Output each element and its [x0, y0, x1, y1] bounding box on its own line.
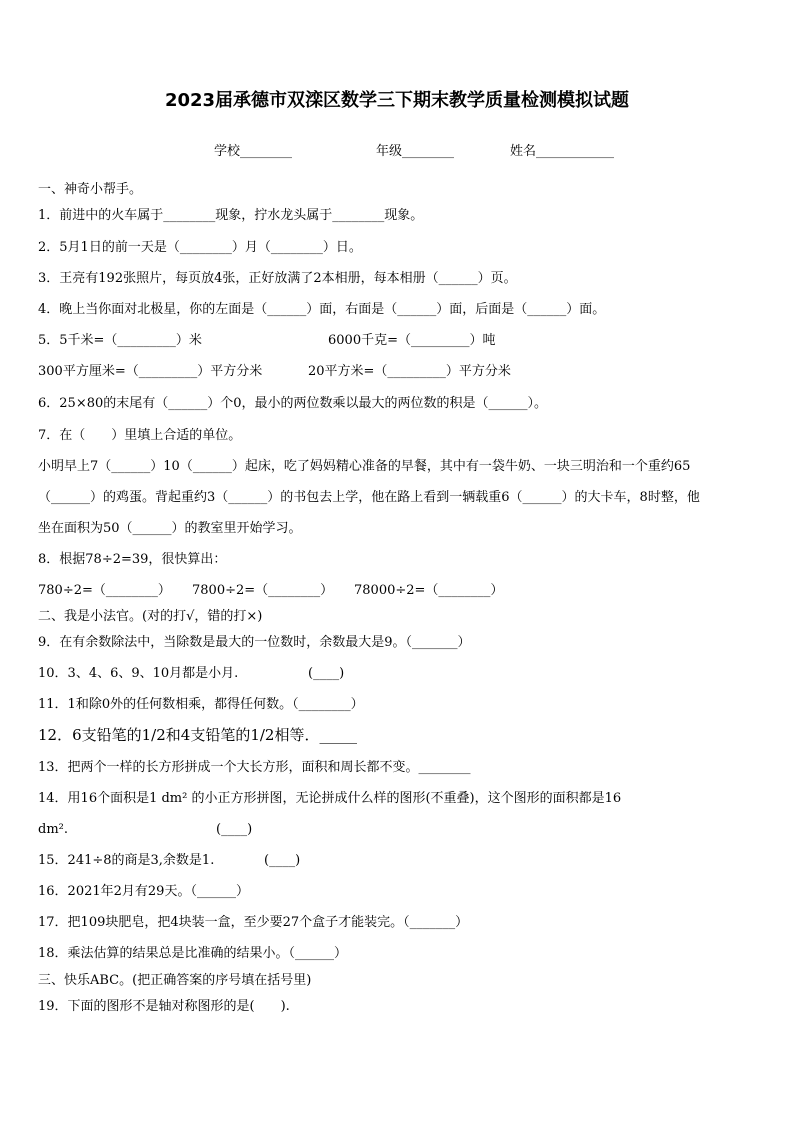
question-14: 14．用16个面积是1 dm² 的小正方形拼图，无论拼成什么样的图形(不重叠)，这个图形的面积都是16	[38, 791, 622, 806]
question-5-part-b: 6000千克=（_________）吨	[328, 333, 496, 348]
section-3-heading: 三、快乐ABC。(把正确答案的序号填在括号里)	[38, 973, 312, 988]
question-8-part-c: 78000÷2=（________）	[354, 583, 504, 598]
school-field: 学校________	[214, 144, 293, 159]
question-8: 8．根据78÷2=39，很快算出：	[38, 552, 227, 567]
question-7-line-3: 坐在面积为50（______）的教室里开始学习。	[38, 521, 302, 536]
grade-field: 年级________	[376, 144, 455, 159]
question-15-answer: (____)	[264, 853, 301, 868]
question-5-part-c: 300平方厘米=（_________）平方分米	[38, 364, 263, 379]
question-11: 11．1和除0外的任何数相乘，都得任何数。（________）	[38, 697, 364, 712]
question-19: 19．下面的图形不是轴对称图形的是( ).	[38, 999, 290, 1014]
question-3: 3．王亮有192张照片，每页放4张，正好放满了2本相册，每本相册（______）页。	[38, 271, 517, 286]
question-5-part-a: 5．5千米=（_________）米	[38, 333, 202, 348]
question-6: 6．25×80的末尾有（______）个0，最小的两位数乘以最大的两位数的积是（______）。	[38, 396, 548, 411]
question-10: 10．3、4、6、9、10月都是小月.	[38, 666, 239, 681]
section-1-heading: 一、神奇小帮手。	[38, 182, 143, 197]
question-8-part-a: 780÷2=（________）	[38, 583, 171, 598]
question-1: 1．前进中的火车属于________现象，拧水龙头属于________现象。	[38, 208, 424, 223]
question-7-line-1: 小明早上7（______）10（______）起床，吃了妈妈精心准备的早餐，其中有一袋牛奶、一块三明治和一个重约65	[38, 459, 691, 474]
question-16: 16．2021年2月有29天。（______）	[38, 884, 249, 899]
question-4: 4．晚上当你面对北极星，你的左面是（______）面，右面是（______）面，后面是（______）面。	[38, 302, 606, 317]
question-10-answer: (____)	[308, 666, 345, 681]
question-18: 18．乘法估算的结果总是比准确的结果小。（______）	[38, 946, 348, 961]
question-17: 17．把109块肥皂，把4块装一盒，至少要27个盒子才能装完。（_______）	[38, 915, 469, 930]
question-7: 7．在（ ）里填上合适的单位。	[38, 428, 242, 443]
question-8-part-b: 7800÷2=（________）	[192, 583, 334, 598]
question-13: 13．把两个一样的长方形拼成一个大长方形，面积和周长都不变。________	[38, 760, 471, 775]
name-field: 姓名____________	[510, 144, 615, 159]
question-14-answer: (____)	[216, 822, 253, 837]
question-2: 2．5月1日的前一天是（________）月（________）日。	[38, 240, 362, 255]
question-7-line-2: （______）的鸡蛋。背起重约3（______）的书包去上学，他在路上看到一辆载重6（______）的大卡车，8时整，他	[38, 490, 700, 505]
question-5-part-d: 20平方米=（_________）平方分米	[308, 364, 511, 379]
question-9: 9．在有余数除法中，当除数是最大的一位数时，余数最大是9。（_______）	[38, 635, 471, 650]
question-12: 12．6支铅笔的1/2和4支铅笔的1/2相等．_____	[38, 726, 357, 744]
section-2-heading: 二、我是小法官。(对的打√，错的打×)	[38, 609, 263, 624]
question-15: 15．241÷8的商是3,余数是1.	[38, 853, 215, 868]
question-14-unit: dm².	[38, 822, 68, 837]
page-title: 2023届承德市双滦区数学三下期末教学质量检测模拟试题	[164, 90, 630, 111]
